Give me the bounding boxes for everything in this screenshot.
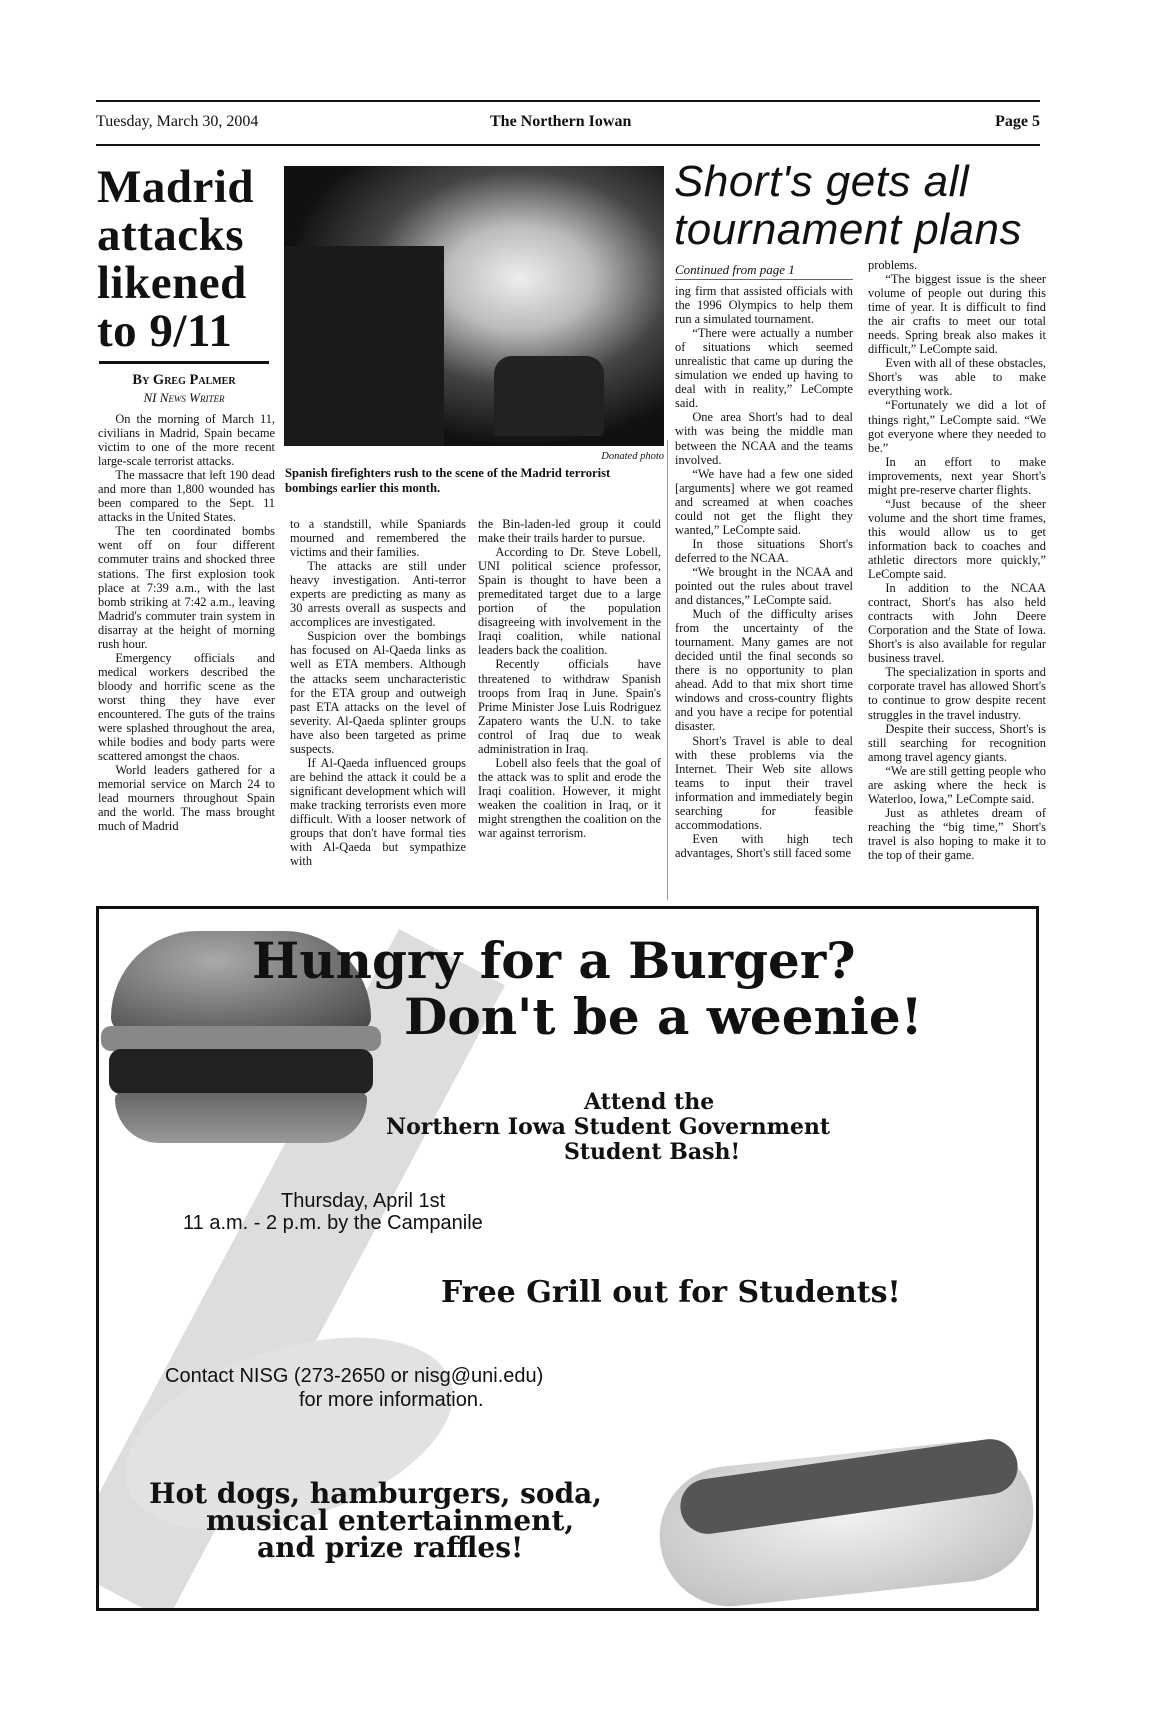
ad-contact: Contact NISG (273-2650 or nisg@uni.edu) (165, 1365, 544, 1387)
paragraph: According to Dr. Steve Lobell, UNI political science professor, Spain is thought to have been a premeditated target due to a large portion of the population disagreeing with involvement in the Iraqi coalition, while national leaders back the coalition. (478, 545, 661, 658)
paragraph: Recently officials have threatened to withdraw Spanish troops from Iraq in June. Spain's Prime Minister Jose Luis Rodriguez Zapatero wants the U.N. to take control of Iraq due to weak administration in Iraq. (478, 657, 661, 756)
headline-line: Short's gets all (674, 157, 970, 206)
ad-item-line: musical entertainment, (206, 1504, 575, 1537)
paragraph: One area Short's had to deal with was being the middle man between the NCAA and the teams involved. (675, 410, 853, 467)
paragraph: “There were actually a number of situations which seemed unrealistic that came up during the simulation we ended up having to deal with in reality,” LeCompte said. (675, 326, 853, 411)
paragraph: Suspicion over the bombings has focused on Al-Qaeda links as well as ETA members. Although the attacks seem uncharacteristic for the ETA group and outweigh past ETA attacks on the level of severity. Al-Qaeda splinter groups have also been targeted as prime suspects. (290, 629, 466, 756)
madrid-column-2 (290, 517, 466, 868)
paragraph: The ten coordinated bombs went off on four different commuter trains and shocked three stations. The first explosion took place at 7:39 a.m., with the last bomb striking at 7:42 a.m., leaving Madrid's commuter train system in disarray at the height of morning rush hour. (98, 524, 275, 651)
paragraph: Lobell also feels that the goal of the attack was to split and erode the Iraqi coalition. However, it might weaken the coalition in Iraq, or it might strengthen the coalition on the war against terrorism. (478, 755, 661, 841)
ad-attend: Attend the (584, 1089, 715, 1115)
burger-lettuce (101, 1026, 381, 1051)
paragraph: Just as athletes dream of reaching the “big time,” Short's travel is also hoping to make it to the top of their game. (868, 805, 1046, 862)
header-bottom-rule (96, 144, 1040, 146)
paragraph: Despite their success, Short's is still searching for recognition among travel agency giants. (868, 721, 1046, 764)
headline-line: attacks (97, 209, 245, 261)
paragraph: Even with all of these obstacles, Short's was able to make everything work. (868, 356, 1046, 399)
paragraph: Even with high tech advantages, Short's still faced some (675, 831, 853, 860)
paragraph: “Fortunately we did a lot of things right,” LeCompte said. “We got everyone where they needed to be.” (868, 398, 1046, 455)
header-top-rule (96, 100, 1040, 102)
byline: By Greg Palmer (132, 372, 236, 388)
headline-line: tournament plans (674, 205, 1022, 254)
column-divider (667, 440, 668, 900)
paragraph: “We are still getting people who are asking where the heck is Waterloo, Iowa,” LeCompte said. (868, 763, 1046, 806)
paragraph: “We have had a few one sided [arguments] where we got reamed and screamed at when coaches could not get the flight they wanted,” LeCompte said. (675, 466, 853, 537)
photo-caption: Spanish firefighters rush to the scene of the Madrid terrorist bombings earlier this month. (285, 466, 611, 495)
paragraph: Short's Travel is able to deal with these problems via the Internet. Their Web site allows teams to input their travel information and immediately begin searching for feasible accommodations. (675, 733, 853, 832)
ad-free-grill: Free Grill out for Students! (441, 1275, 901, 1310)
paper-name: The Northern Iowan (490, 113, 632, 130)
madrid-photo (284, 166, 664, 446)
burger-bun-bottom (115, 1093, 367, 1143)
paragraph: In addition to the NCAA contract, Short's has also held contracts with John Deere Corporation and the State of Iowa. Short's is also available for regular business travel. (868, 581, 1046, 666)
paragraph: problems. (868, 258, 918, 272)
photo-car (494, 356, 604, 436)
page-number: Page 5 (995, 113, 1040, 130)
headline-line: to 9/11 (97, 305, 233, 357)
shorts-column-2 (868, 258, 1046, 862)
paragraph: If Al-Qaeda influenced groups are behind the attack it could be a significant development which will make tracking terrorists even more difficult. With a looser network of groups that don't have formal ties with Al-Qaeda but sympathize with (290, 755, 466, 869)
paragraph: “Just because of the sheer volume and the short time frames, this would allow us to get information back to coaches and athletic directors more quickly,” LeCompte said. (868, 496, 1046, 582)
paragraph: “The biggest issue is the sheer volume of people out during this time of year. It is difficult to find the air crafts to meet our total needs. Spring break also makes it difficult,” LeCompte said. (868, 272, 1046, 357)
photo-credit: Donated photo (601, 451, 664, 462)
paragraph: The specialization in sports and corporate travel has allowed Short's to continue to grow despite recent struggles in the travel industry. (868, 665, 1046, 722)
paragraph: to a standstill, while Spaniards mourned and remembered the victims and their families. (290, 517, 466, 560)
madrid-headline (97, 163, 254, 355)
paragraph: The attacks are still under heavy investigation. Anti-terror experts are predicting as many as 30 arrests overall as suspects and accomplices are investigated. (290, 559, 466, 630)
madrid-column-3 (478, 517, 661, 840)
ad-date: Thursday, April 1st (281, 1190, 446, 1212)
byline-rule (99, 361, 269, 364)
issue-date: Tuesday, March 30, 2004 (96, 113, 259, 130)
ad-contact-more: for more information. (299, 1389, 484, 1411)
ad-time-location: 11 a.m. - 2 p.m. by the Campanile (183, 1212, 483, 1234)
paragraph: World leaders gathered for a memorial service on March 24 to lead mourners throughout Spain and the world. The mass brought much of Madrid (98, 763, 275, 834)
paragraph: “We brought in the NCAA and pointed out the rules about travel and distances,” LeCompte said. (675, 564, 853, 608)
paragraph: Emergency officials and medical workers described the bloody and horrific scene as the worst thing they have ever encountered. The guts of the trains were splashed throughout the area, while bodies and body parts were scattered amongst the chaos. (98, 650, 275, 764)
ad-title-weenie: Don't be a weenie! (404, 987, 923, 1046)
paragraph: the Bin-laden-led group it could make their trails harder to pursue. (478, 517, 661, 546)
paragraph: In those situations Short's deferred to the NCAA. (675, 536, 853, 565)
burger-patty (109, 1049, 373, 1094)
paragraph: The massacre that left 190 dead and more than 1,800 wounded has been compared to the Sept. 11 attacks in the United States. (98, 468, 275, 525)
paragraph: On the morning of March 11, civilians in Madrid, Spain became victim to one of the more recent large-scale terrorist attacks. (98, 412, 275, 469)
shorts-column-1 (675, 284, 853, 860)
ad-item-line: and prize raffles! (257, 1531, 524, 1564)
ad-title-burger: Hungry for a Burger? (252, 931, 856, 990)
bash-advertisement (96, 906, 1039, 1611)
paragraph: Much of the difficulty arises from the uncertainty of the tournament. Many games are not decided until the final seconds so there is no opportunity to plan ahead. Add to that mix short time windows and cross-country flights and you have a recipe for potential disaster. (675, 607, 853, 734)
hotdog-image (649, 1414, 1039, 1604)
photo-building (284, 246, 444, 446)
headline-line: Madrid (97, 161, 255, 213)
paragraph: In an effort to make improvements, next year Short's might pre-reserve charter flights. (868, 454, 1046, 497)
continued-rule (675, 279, 853, 280)
ad-event-name: Student Bash! (564, 1139, 741, 1165)
shorts-headline (674, 158, 1022, 254)
ad-organization: Northern Iowa Student Government (386, 1114, 831, 1140)
byline-role: NI News Writer (143, 390, 225, 405)
ad-item-line: Hot dogs, hamburgers, soda, (149, 1477, 603, 1510)
continued-from: Continued from page 1 (675, 262, 795, 277)
paragraph: ing firm that assisted officials with the 1996 Olympics to help them run a simulated tournament. (675, 284, 853, 327)
headline-line: likened (97, 257, 247, 309)
madrid-column-1 (98, 412, 275, 833)
